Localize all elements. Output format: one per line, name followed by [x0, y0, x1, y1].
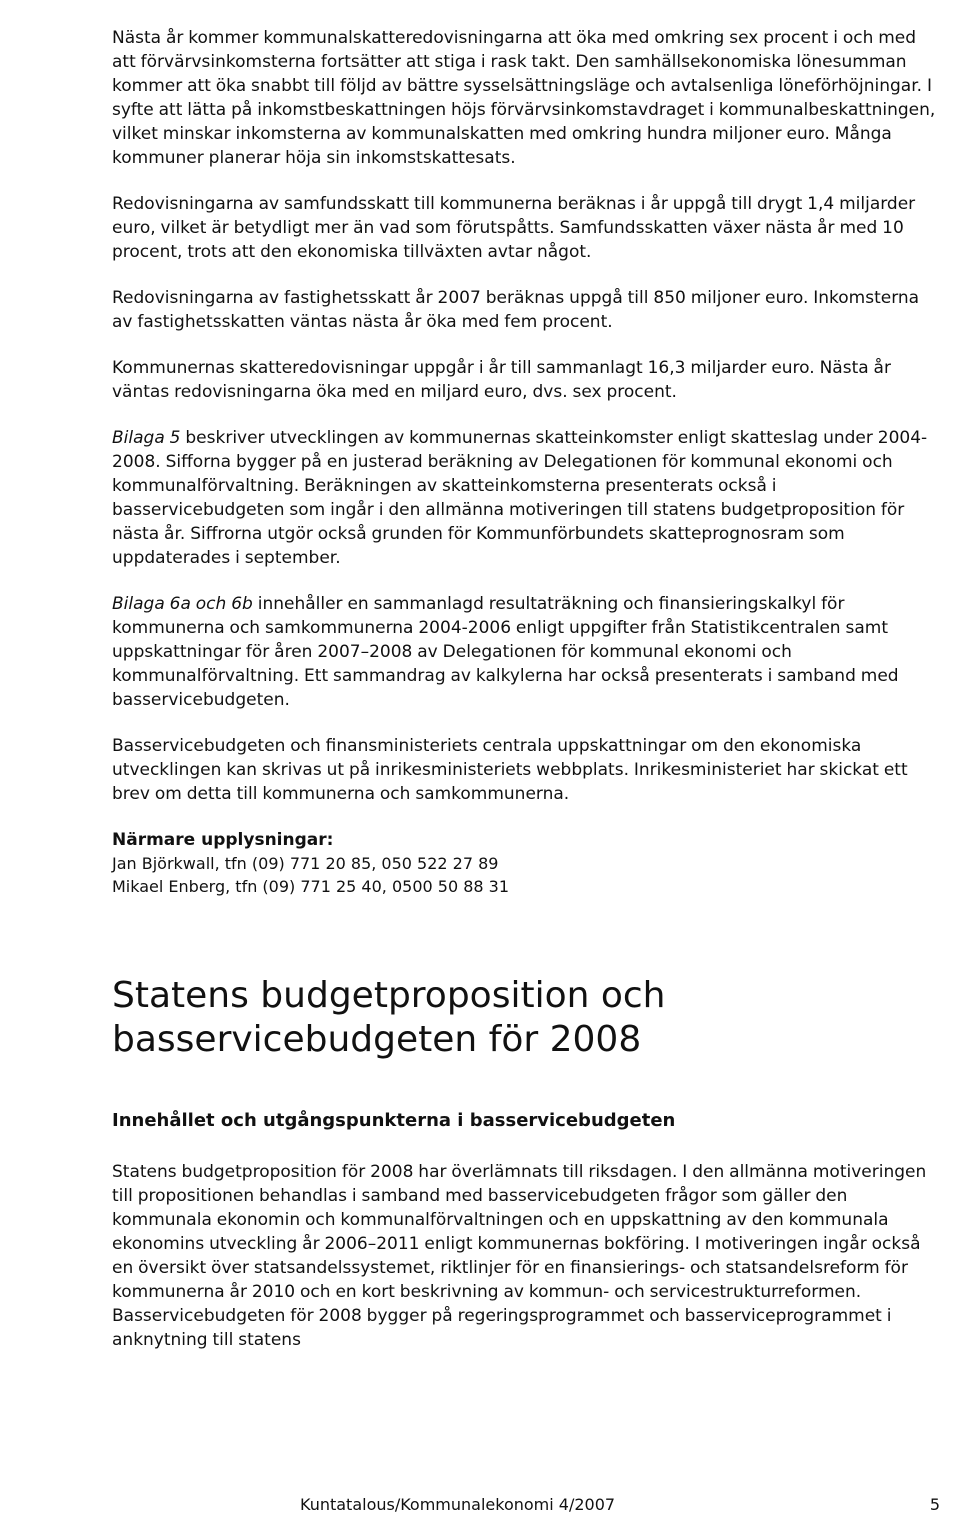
contact-line-enberg: Mikael Enberg, tfn (09) 771 25 40, 0500 50 88 31 — [112, 877, 510, 896]
paragraph-appendix-5 — [112, 426, 940, 570]
contact-line-bjorkwall: Jan Björkwall, tfn (09) 771 20 85, 050 522 27 89 — [112, 854, 499, 873]
appendix-5-text: beskriver utvecklingen av kommunernas skatteinkomster enligt skatteslag under 2004-2008. Sifforna bygger på en justerad beräkning av Delegationen för kommunal ekonomi och kommunalförvaltning. Beräkningen av skatteinkomsterna presenterats också i basservicebudgeten som ingår i den allmänna motiveringen till statens budgetproposition för nästa år. Siffrorna utgör också grunden för Kommunförbundets skatteprognosram som uppdaterades i september. — [112, 428, 928, 568]
paragraph-appendix-6 — [112, 592, 940, 712]
paragraph-total-tax: Kommunernas skatteredovisningar uppgår i år till sammanlagt 16,3 miljarder euro. Nästa år väntas redovisningarna öka med en miljard euro, dvs. sex procent. — [112, 358, 891, 402]
publication-name: Kuntatalous/Kommunalekonomi 4/2007 — [300, 1495, 616, 1514]
contacts-heading: Närmare upplysningar: — [112, 830, 334, 850]
appendix-5-reference: Bilaga 5 — [112, 428, 181, 448]
appendix-6-text: innehåller en sammanlagd resultaträkning och finansieringskalkyl för kommunerna och samkommunerna 2004-2006 enligt uppgifter från Statistikcentralen samt uppskattningar för åren 2007–2008 av Delegationen för kommunal ekonomi och kommunalförvaltning. Ett sammandrag av kalkylerna har också presenterats i samband med basservicebudgeten. — [112, 594, 899, 710]
paragraph-tax-outlook: Nästa år kommer kommunalskatteredovisningarna att öka med omkring sex procent i och med att förvärvsinkomsterna fortsätter att stiga i rask takt. Den samhällsekonomiska lönesumman kommer att öka snabbt till följd av bättre sysselsättningsläge och avtalsenliga löneförhöjningar. I syfte att lätta på inkomstbeskattningen höjs förvärvsinkomstavdraget i kommunalbeskattningen, vilket minskar inkomsterna av kommunalskatten med omkring hundra miljoner euro. Många kommuner planerar höja sin inkomstskattesats. — [112, 28, 936, 168]
paragraph-basic-services: Basservicebudgeten och finansministeriets centrala uppskattningar om den ekonomiska utvecklingen kan skrivas ut på inrikesministeriets webbplats. Inrikesministeriet har skickat ett brev om detta till kommunerna och samkommunerna. — [112, 736, 908, 804]
appendix-6-reference: Bilaga 6a och 6b — [112, 594, 253, 614]
paragraph-corporate-tax: Redovisningarna av samfundsskatt till kommunerna beräknas i år uppgå till drygt 1,4 miljarder euro, vilket är betydligt mer än vad som förutspåtts. Samfundsskatten växer nästa år med 10 procent, trots att den ekonomiska tillväxten avtar något. — [112, 194, 916, 262]
paragraph-property-tax: Redovisningarna av fastighetsskatt år 2007 beräknas uppgå till 850 miljoner euro. Inkomsterna av fastighetsskatten väntas nästa år öka med fem procent. — [112, 288, 920, 332]
document-page — [112, 26, 940, 1352]
paragraph-budget-proposition: Statens budgetproposition för 2008 har överlämnats till riksdagen. I den allmänna motiveringen till propositionen behandlas i samband med basservicebudgeten frågor som gäller den kommunala ekonomin och kommunalförvaltningen och en uppskattning av den kommunala ekonomins utveckling år 2006–2011 enligt kommunernas bokföring. I motiveringen ingår också en översikt över statsandelssystemet, riktlinjer för en finansierings- och statsandelsreform för kommunerna år 2010 och en kort beskrivning av kommun- och servicestrukturreformen. Basservicebudgeten för 2008 bygger på regeringsprogrammet och basserviceprogrammet i anknytning till statens — [112, 1162, 927, 1350]
page-number: 5 — [929, 1495, 940, 1514]
section-subtitle: Innehållet och utgångspunkterna i basservicebudgeten — [112, 1110, 676, 1131]
section-title: Statens budgetproposition och basservicebudgeten för 2008 — [112, 975, 666, 1060]
